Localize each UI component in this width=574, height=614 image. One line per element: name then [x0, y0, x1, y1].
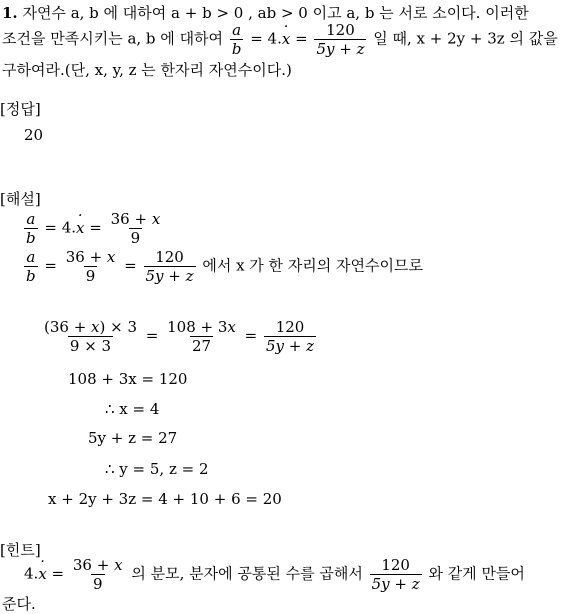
- hint-line-2: [2, 593, 36, 614]
- problem-line-2: 조건을 만족시키는 a, b 에 대하여 $\frac{a}{b}$ = 4.x · = $\frac{120}{5y + z}$ 일 때, x + 2y + 3z 의 값을: [2, 21, 558, 58]
- hint-text-2: 와 같게 만들어: [428, 564, 525, 583]
- hint-line-1: 4.x · = $\frac{36 + x}{9}$ 의 분모, 분자에 공통된 수를 곱해서 $\frac{120}{5y + z}$ 와 같게 만들어: [24, 556, 525, 593]
- problem-line-3: [2, 59, 292, 80]
- answer-label: [정답]: [0, 100, 41, 118]
- solution-eq-6: ∴ y = 5, z = 2: [105, 460, 209, 478]
- problem-number: 1.: [2, 4, 18, 22]
- solution-eq-1: $\frac{a}{b}$ = 4.x · = $\frac{36 + x}{9}$: [22, 210, 164, 247]
- solution-eq-3: 108 + 3x = 120: [68, 370, 188, 388]
- solution-text-2: 에서 x 가 한 자리의 자연수이므로: [202, 256, 423, 275]
- problem-text-2b: 일 때, x + 2y + 3z 의 값을: [373, 29, 558, 48]
- solution-eq-4: ∴ x = 4: [105, 400, 160, 418]
- solution-eq-main: $\frac{(36 + x) \times 3}{9 \times 3}$ = $\frac{108 + 3x}{27}$ = $\frac{120}{5y + z}$: [44, 318, 315, 355]
- problem-line-1: [2, 2, 529, 23]
- problem-text-2a: 조건을 만족시키는 a, b 에 대하여: [2, 29, 224, 48]
- problem-text-3: 구하여라.(단, x, y, z 는 한자리 자연수이다.): [2, 61, 292, 79]
- fraction-120-over-5y-z: $\frac{120}{5y + z}$: [316, 21, 365, 58]
- hint-text-1: 의 분모, 분자에 공통된 수를 곱해서: [131, 564, 363, 583]
- answer-value: 20: [24, 126, 44, 144]
- solution-eq-2: $\frac{a}{b}$ = $\frac{36 + x}{9}$ = $\frac{120}{5y + z}$ 에서 x 가 한 자리의 자연수이므로: [26, 248, 423, 285]
- problem-text-1: 자연수 a, b 에 대하여 a + b > 0 , ab > 0 이고 a, b 는 서로 소이다. 이러한: [22, 4, 529, 22]
- fraction-a-over-b: $\frac{a}{b}$: [231, 21, 242, 58]
- hint-text-3: 준다.: [2, 595, 36, 613]
- solution-eq-5: 5y + z = 27: [88, 429, 178, 447]
- solution-label: [해설]: [0, 190, 41, 208]
- hint-label: [힌트]: [0, 541, 41, 559]
- solution-eq-7: x + 2y + 3z = 4 + 10 + 6 = 20: [48, 490, 282, 508]
